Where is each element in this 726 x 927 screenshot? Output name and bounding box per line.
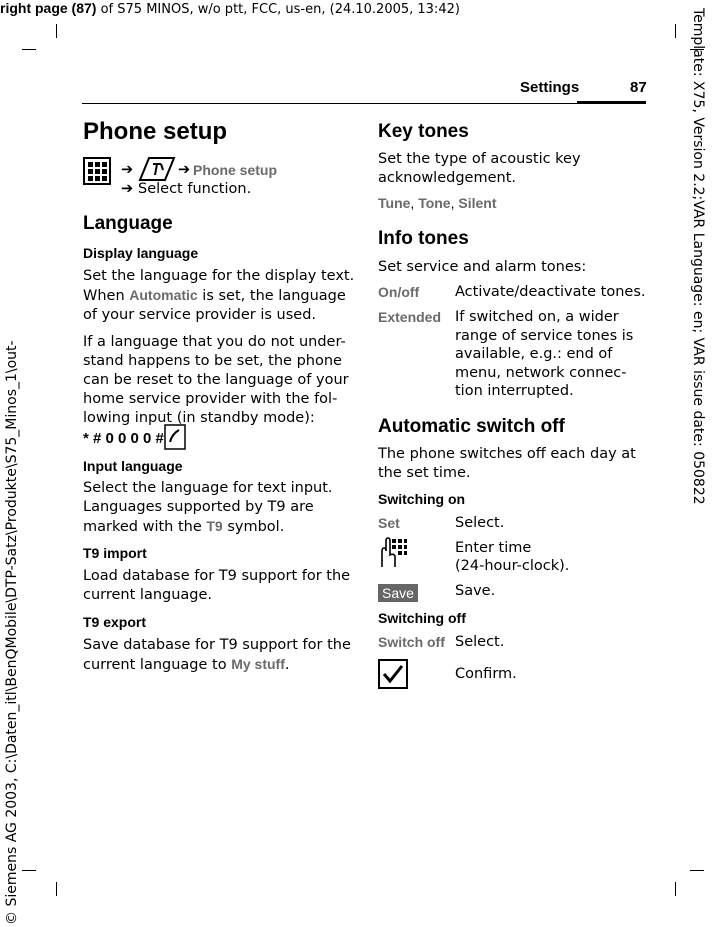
text-line: of your service provider is used. bbox=[83, 307, 317, 323]
section-heading: Key tones bbox=[378, 121, 469, 142]
menu-path-instruction: Select function. bbox=[138, 181, 252, 197]
crop-mark bbox=[675, 882, 676, 896]
text-line: When Automatic is set, the language bbox=[83, 287, 346, 304]
softkey-switch-off: Switch off bbox=[378, 634, 445, 650]
side-template-text: Template: X75, Version 2.2;VAR Language: en; VAR issue date: 050822 bbox=[690, 8, 706, 505]
text-line: Set the language for the display text. bbox=[83, 268, 355, 284]
text-line: Set the type of acoustic key bbox=[378, 151, 581, 167]
running-header-prefix: right page (87) bbox=[0, 0, 97, 16]
crop-mark bbox=[22, 870, 36, 871]
menu-path-item: Phone setup bbox=[193, 162, 278, 178]
paragraph bbox=[83, 636, 358, 675]
step-text: Confirm. bbox=[455, 666, 517, 682]
settings-icon bbox=[137, 156, 177, 182]
text-line: Languages supported by T9 are bbox=[83, 499, 314, 515]
running-header bbox=[0, 0, 460, 17]
nav-arrow: ➔ bbox=[121, 181, 134, 197]
my-stuff-link: My stuff bbox=[231, 656, 285, 672]
page-number: 87 bbox=[630, 79, 647, 96]
text-line: stand happens to be set, the phone bbox=[83, 353, 342, 369]
text-line: can be reset to the language of your bbox=[83, 372, 349, 388]
subheading: T9 export bbox=[83, 614, 147, 630]
nav-arrow: ➔ bbox=[178, 162, 191, 178]
text-line: Save database for T9 support for the bbox=[83, 637, 351, 653]
text-line: Load database for T9 support for the bbox=[83, 568, 351, 584]
subheading: Display language bbox=[83, 245, 199, 261]
paragraph bbox=[83, 479, 358, 537]
option-description: Activate/deactivate tones. bbox=[455, 284, 646, 300]
crop-mark bbox=[56, 24, 57, 38]
paragraph bbox=[83, 333, 358, 428]
option-tone: Tone bbox=[418, 195, 451, 211]
text-line: current language to My stuff. bbox=[83, 656, 290, 673]
section-heading: Language bbox=[83, 213, 173, 234]
t9-symbol: T9 bbox=[206, 518, 223, 534]
paragraph bbox=[378, 150, 648, 188]
step-text: Save. bbox=[455, 583, 496, 599]
crop-mark bbox=[22, 49, 36, 50]
nav-arrow: ➔ bbox=[121, 162, 134, 178]
text-line: acknowledgement. bbox=[378, 170, 516, 186]
keypad-icon bbox=[378, 537, 408, 569]
text-line: If a language that you do not under- bbox=[83, 334, 346, 350]
crop-mark bbox=[56, 882, 57, 896]
subheading: Input language bbox=[83, 458, 183, 474]
option-key: On/off bbox=[378, 284, 420, 300]
subheading: Switching on bbox=[378, 491, 466, 507]
option-description: If switched on, a wider range of service tones is available, e.g.: end of menu, network connec- tion interrupted. bbox=[455, 309, 634, 399]
softkey-save: Save bbox=[378, 583, 418, 602]
subheading: Switching off bbox=[378, 610, 466, 626]
text-line: Select the language for text input. bbox=[83, 480, 333, 496]
option-key: Extended bbox=[378, 309, 442, 325]
menu-key-icon bbox=[83, 157, 111, 185]
section-title: Settings bbox=[520, 79, 580, 96]
paragraph bbox=[83, 567, 358, 605]
step-text: Enter time (24-hour-clock). bbox=[455, 540, 570, 574]
text-line: current language. bbox=[83, 587, 213, 603]
section-heading: Automatic switch off bbox=[378, 416, 565, 437]
call-key-icon bbox=[164, 424, 186, 450]
step-text: Select. bbox=[455, 634, 505, 650]
key-tone-options: Tune, Tone, Silent bbox=[378, 195, 497, 211]
option-silent: Silent bbox=[458, 195, 497, 211]
text-line: marked with the T9 symbol. bbox=[83, 518, 285, 535]
header-rule bbox=[82, 103, 646, 104]
reset-code: * # 0 0 0 0 # bbox=[83, 430, 164, 447]
checkmark-icon bbox=[378, 659, 408, 689]
crop-mark bbox=[690, 870, 704, 871]
text-line: the set time. bbox=[378, 465, 471, 481]
crop-mark bbox=[675, 24, 676, 38]
paragraph bbox=[83, 267, 358, 325]
text-line: lowing input (in standby mode): bbox=[83, 410, 315, 426]
subheading: T9 import bbox=[83, 545, 147, 561]
header-rule-thick bbox=[577, 101, 646, 104]
step-text: Select. bbox=[455, 515, 505, 531]
section-heading: Info tones bbox=[378, 228, 469, 249]
softkey-set: Set bbox=[378, 515, 400, 531]
side-copyright-text: © Siemens AG 2003, C:\Daten_itl\BenQMobile\DTP-Satz\Produkte\S75_Minos_1\out- bbox=[4, 340, 20, 925]
text-line: The phone switches off each day at bbox=[378, 446, 636, 462]
paragraph: Set service and alarm tones: bbox=[378, 259, 587, 275]
option-tune: Tune bbox=[378, 195, 411, 211]
option-automatic: Automatic bbox=[129, 287, 198, 303]
page-title: Phone setup bbox=[83, 118, 228, 145]
running-header-text: of S75 MINOS, w/o ptt, FCC, us-en, (24.10.2005, 13:42) bbox=[96, 2, 460, 17]
text-line: home service provider with the fol- bbox=[83, 391, 338, 407]
paragraph bbox=[378, 445, 648, 483]
